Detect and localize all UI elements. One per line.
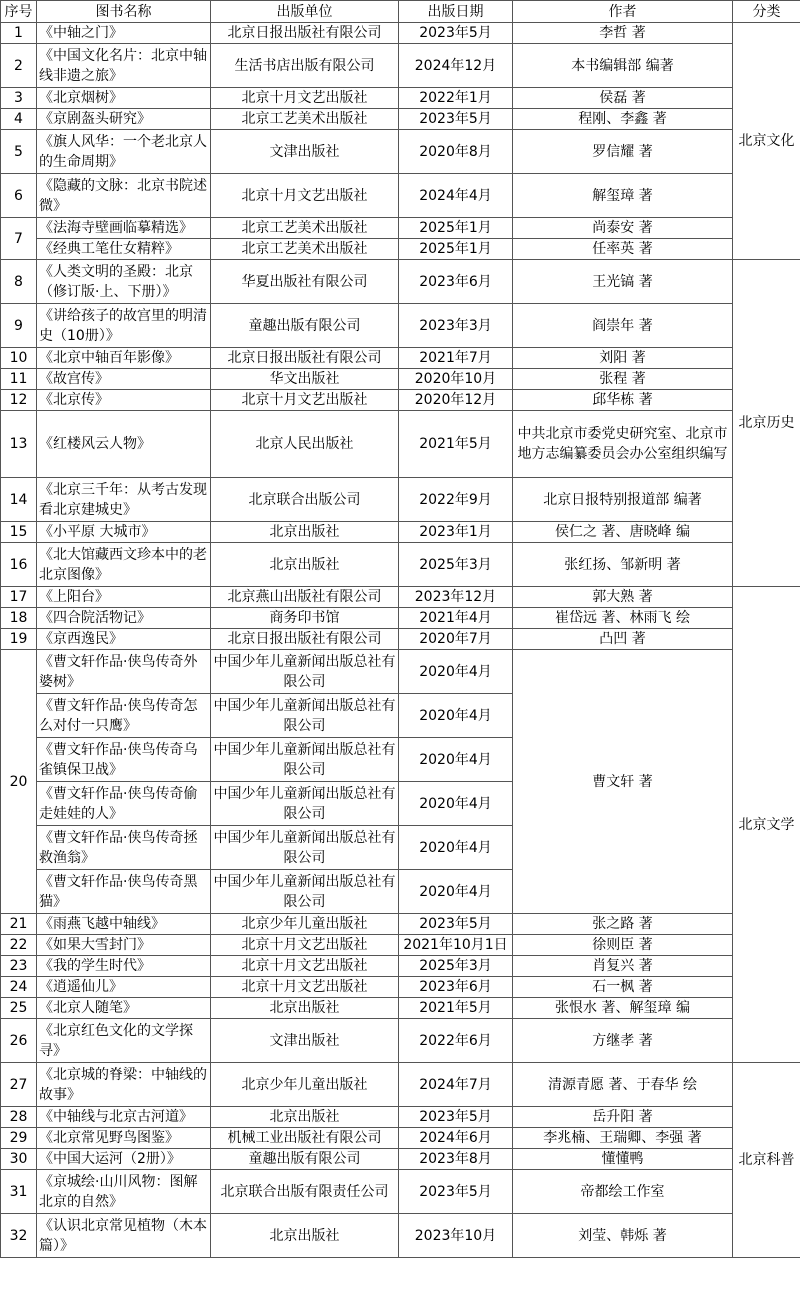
table-row: [1, 977, 800, 998]
author-cell: 张之路 著: [513, 914, 733, 935]
date-cell: 2021年5月: [399, 998, 513, 1019]
date-cell: 2020年4月: [399, 694, 513, 738]
author-cell: 王光镐 著: [513, 260, 733, 304]
table-row: [1, 629, 800, 650]
author-cell: 北京日报特别报道部 编著: [513, 478, 733, 522]
publisher-cell: 北京出版社: [211, 1214, 399, 1258]
row-number-cell: 11: [1, 369, 37, 390]
date-cell: 2023年5月: [399, 914, 513, 935]
row-number-cell: 20: [1, 650, 37, 914]
table-row: [1, 44, 800, 88]
row-number-cell: 31: [1, 1170, 37, 1214]
publisher-cell: 北京工艺美术出版社: [211, 218, 399, 239]
header-cell: 出版单位: [211, 1, 399, 23]
title-cell: 《曹文轩作品·侠鸟传奇外婆树》: [37, 650, 211, 694]
date-cell: 2023年5月: [399, 109, 513, 130]
row-number-cell: 5: [1, 130, 37, 174]
author-cell: 尚泰安 著: [513, 218, 733, 239]
publisher-cell: 北京日报出版社有限公司: [211, 23, 399, 44]
row-number-cell: 26: [1, 1019, 37, 1063]
table-row: [1, 23, 800, 44]
publisher-cell: 北京十月文艺出版社: [211, 390, 399, 411]
table-row: [1, 935, 800, 956]
author-cell: 方继孝 著: [513, 1019, 733, 1063]
publisher-cell: 生活书店出版有限公司: [211, 44, 399, 88]
date-cell: 2020年12月: [399, 390, 513, 411]
row-number-cell: 3: [1, 88, 37, 109]
table-body: [1, 23, 800, 1258]
date-cell: 2023年5月: [399, 1170, 513, 1214]
row-number-cell: 7: [1, 218, 37, 260]
title-cell: 《如果大雪封门》: [37, 935, 211, 956]
author-cell: 徐则臣 著: [513, 935, 733, 956]
publisher-cell: 北京联合出版公司: [211, 478, 399, 522]
table-row: [1, 608, 800, 629]
publisher-cell: 华夏出版社有限公司: [211, 260, 399, 304]
header-cell: 序号: [1, 1, 37, 23]
table-row: [1, 348, 800, 369]
author-cell: 中共北京市委党史研究室、北京市地方志编纂委员会办公室组织编写: [513, 411, 733, 478]
row-number-cell: 13: [1, 411, 37, 478]
title-cell: 《小平原 大城市》: [37, 522, 211, 543]
publisher-cell: 中国少年儿童新闻出版总社有限公司: [211, 694, 399, 738]
title-cell: 《北京烟树》: [37, 88, 211, 109]
table-row: [1, 304, 800, 348]
title-cell: 《中轴之门》: [37, 23, 211, 44]
author-cell: 肖复兴 著: [513, 956, 733, 977]
date-cell: 2020年4月: [399, 870, 513, 914]
title-cell: 《隐藏的文脉：北京书院述微》: [37, 174, 211, 218]
author-cell: 邱华栋 著: [513, 390, 733, 411]
table-row: [1, 587, 800, 608]
header-row: [1, 1, 800, 23]
publisher-cell: 童趣出版有限公司: [211, 304, 399, 348]
date-cell: 2020年4月: [399, 738, 513, 782]
table-row: [1, 109, 800, 130]
publisher-cell: 中国少年儿童新闻出版总社有限公司: [211, 870, 399, 914]
title-cell: 《经典工笔仕女精粹》: [37, 239, 211, 260]
date-cell: 2023年12月: [399, 587, 513, 608]
date-cell: 2020年10月: [399, 369, 513, 390]
date-cell: 2021年10月1日: [399, 935, 513, 956]
title-cell: 《京城绘·山川风物：图解北京的自然》: [37, 1170, 211, 1214]
header-cell: 图书名称: [37, 1, 211, 23]
date-cell: 2025年3月: [399, 543, 513, 587]
row-number-cell: 2: [1, 44, 37, 88]
author-cell: 李哲 著: [513, 23, 733, 44]
title-cell: 《北京传》: [37, 390, 211, 411]
author-cell: 郭大熟 著: [513, 587, 733, 608]
row-number-cell: 29: [1, 1128, 37, 1149]
row-number-cell: 6: [1, 174, 37, 218]
publisher-cell: 北京燕山出版社有限公司: [211, 587, 399, 608]
publisher-cell: 北京日报出版社有限公司: [211, 348, 399, 369]
table-row: [1, 411, 800, 478]
author-cell: 罗信耀 著: [513, 130, 733, 174]
date-cell: 2020年8月: [399, 130, 513, 174]
publisher-cell: 商务印书馆: [211, 608, 399, 629]
author-cell: 阎崇年 著: [513, 304, 733, 348]
publisher-cell: 北京出版社: [211, 522, 399, 543]
title-cell: 《我的学生时代》: [37, 956, 211, 977]
title-cell: 《法海寺壁画临摹精选》: [37, 218, 211, 239]
date-cell: 2021年7月: [399, 348, 513, 369]
title-cell: 《曹文轩作品·侠鸟传奇乌雀镇保卫战》: [37, 738, 211, 782]
table-row: [1, 1019, 800, 1063]
header-cell: 出版日期: [399, 1, 513, 23]
publisher-cell: 北京十月文艺出版社: [211, 174, 399, 218]
row-number-cell: 15: [1, 522, 37, 543]
publisher-cell: 北京日报出版社有限公司: [211, 629, 399, 650]
date-cell: 2023年6月: [399, 977, 513, 998]
row-number-cell: 1: [1, 23, 37, 44]
author-cell: 本书编辑部 编著: [513, 44, 733, 88]
row-number-cell: 12: [1, 390, 37, 411]
author-cell: 张程 著: [513, 369, 733, 390]
author-cell: 张恨水 著、解玺璋 编: [513, 998, 733, 1019]
table-row: [1, 1063, 800, 1107]
date-cell: 2022年9月: [399, 478, 513, 522]
title-cell: 《北京常见野鸟图鉴》: [37, 1128, 211, 1149]
date-cell: 2020年4月: [399, 826, 513, 870]
publisher-cell: 北京十月文艺出版社: [211, 977, 399, 998]
table-row: [1, 390, 800, 411]
date-cell: 2022年6月: [399, 1019, 513, 1063]
table-row: [1, 218, 800, 239]
date-cell: 2020年7月: [399, 629, 513, 650]
author-cell: 张红扬、邹新明 著: [513, 543, 733, 587]
author-cell: 懂懂鸭: [513, 1149, 733, 1170]
date-cell: 2023年5月: [399, 1107, 513, 1128]
publisher-cell: 华文出版社: [211, 369, 399, 390]
publisher-cell: 北京人民出版社: [211, 411, 399, 478]
publisher-cell: 机械工业出版社有限公司: [211, 1128, 399, 1149]
title-cell: 《京剧盔头研究》: [37, 109, 211, 130]
title-cell: 《曹文轩作品·侠鸟传奇偷走娃娃的人》: [37, 782, 211, 826]
table-row: [1, 88, 800, 109]
author-cell: 凸凹 著: [513, 629, 733, 650]
title-cell: 《北京三千年：从考古发现看北京建城史》: [37, 478, 211, 522]
author-cell: 清源青愿 著、于春华 绘: [513, 1063, 733, 1107]
publisher-cell: 北京少年儿童出版社: [211, 1063, 399, 1107]
title-cell: 《讲给孩子的故宫里的明清史（10册）》: [37, 304, 211, 348]
publisher-cell: 中国少年儿童新闻出版总社有限公司: [211, 738, 399, 782]
publisher-cell: 北京出版社: [211, 998, 399, 1019]
publisher-cell: 北京十月文艺出版社: [211, 88, 399, 109]
title-cell: 《中轴线与北京古河道》: [37, 1107, 211, 1128]
row-number-cell: 24: [1, 977, 37, 998]
date-cell: 2020年4月: [399, 650, 513, 694]
date-cell: 2021年5月: [399, 411, 513, 478]
category-cell: 北京文化: [733, 23, 800, 260]
row-number-cell: 22: [1, 935, 37, 956]
row-number-cell: 30: [1, 1149, 37, 1170]
author-cell: 任率英 著: [513, 239, 733, 260]
table-row: [1, 478, 800, 522]
date-cell: 2023年10月: [399, 1214, 513, 1258]
row-number-cell: 32: [1, 1214, 37, 1258]
row-number-cell: 19: [1, 629, 37, 650]
table-row: [1, 174, 800, 218]
title-cell: 《北京中轴百年影像》: [37, 348, 211, 369]
title-cell: 《四合院活物记》: [37, 608, 211, 629]
title-cell: 《北大馆藏西文珍本中的老北京图像》: [37, 543, 211, 587]
table-row: [1, 239, 800, 260]
title-cell: 《北京人随笔》: [37, 998, 211, 1019]
title-cell: 《中国文化名片：北京中轴线非遗之旅》: [37, 44, 211, 88]
table-row: [1, 1128, 800, 1149]
date-cell: 2025年3月: [399, 956, 513, 977]
publisher-cell: 北京联合出版有限责任公司: [211, 1170, 399, 1214]
date-cell: 2023年5月: [399, 23, 513, 44]
author-cell: 程刚、李鑫 著: [513, 109, 733, 130]
title-cell: 《曹文轩作品·侠鸟传奇黑猫》: [37, 870, 211, 914]
date-cell: 2023年6月: [399, 260, 513, 304]
row-number-cell: 28: [1, 1107, 37, 1128]
author-cell: 曹文轩 著: [513, 650, 733, 914]
row-number-cell: 25: [1, 998, 37, 1019]
author-cell: 李兆楠、王瑞卿、李强 著: [513, 1128, 733, 1149]
title-cell: 《京西逸民》: [37, 629, 211, 650]
date-cell: 2023年1月: [399, 522, 513, 543]
date-cell: 2023年3月: [399, 304, 513, 348]
publisher-cell: 北京出版社: [211, 543, 399, 587]
author-cell: 崔岱远 著、林雨飞 绘: [513, 608, 733, 629]
row-number-cell: 9: [1, 304, 37, 348]
table-row: [1, 369, 800, 390]
publisher-cell: 北京工艺美术出版社: [211, 109, 399, 130]
row-number-cell: 10: [1, 348, 37, 369]
author-cell: 侯仁之 著、唐晓峰 编: [513, 522, 733, 543]
publisher-cell: 北京十月文艺出版社: [211, 956, 399, 977]
table-row: [1, 914, 800, 935]
title-cell: 《认识北京常见植物（木本篇）》: [37, 1214, 211, 1258]
category-cell: 北京历史: [733, 260, 800, 587]
table-row: [1, 543, 800, 587]
row-number-cell: 23: [1, 956, 37, 977]
publisher-cell: 文津出版社: [211, 130, 399, 174]
category-cell: 北京科普: [733, 1063, 800, 1258]
title-cell: 《上阳台》: [37, 587, 211, 608]
author-cell: 岳升阳 著: [513, 1107, 733, 1128]
date-cell: 2022年1月: [399, 88, 513, 109]
publisher-cell: 北京工艺美术出版社: [211, 239, 399, 260]
header-cell: 分类: [733, 1, 800, 23]
publisher-cell: 北京出版社: [211, 1107, 399, 1128]
author-cell: 刘莹、韩烁 著: [513, 1214, 733, 1258]
table-row: [1, 522, 800, 543]
date-cell: 2023年8月: [399, 1149, 513, 1170]
author-cell: 帝都绘工作室: [513, 1170, 733, 1214]
publisher-cell: 中国少年儿童新闻出版总社有限公司: [211, 782, 399, 826]
table-row: [1, 1170, 800, 1214]
row-number-cell: 17: [1, 587, 37, 608]
publisher-cell: 北京十月文艺出版社: [211, 935, 399, 956]
table-row: [1, 260, 800, 304]
row-number-cell: 8: [1, 260, 37, 304]
table-row: [1, 1149, 800, 1170]
publisher-cell: 文津出版社: [211, 1019, 399, 1063]
table-row: [1, 956, 800, 977]
row-number-cell: 4: [1, 109, 37, 130]
date-cell: 2021年4月: [399, 608, 513, 629]
row-number-cell: 16: [1, 543, 37, 587]
title-cell: 《红楼风云人物》: [37, 411, 211, 478]
publisher-cell: 中国少年儿童新闻出版总社有限公司: [211, 826, 399, 870]
row-number-cell: 21: [1, 914, 37, 935]
publisher-cell: 北京少年儿童出版社: [211, 914, 399, 935]
category-cell: 北京文学: [733, 587, 800, 1063]
title-cell: 《北京红色文化的文学探寻》: [37, 1019, 211, 1063]
table-row: [1, 650, 800, 694]
row-number-cell: 14: [1, 478, 37, 522]
row-number-cell: 18: [1, 608, 37, 629]
publisher-cell: 童趣出版有限公司: [211, 1149, 399, 1170]
title-cell: 《曹文轩作品·侠鸟传奇拯救渔翁》: [37, 826, 211, 870]
date-cell: 2020年4月: [399, 782, 513, 826]
title-cell: 《人类文明的圣殿：北京（修订版·上、下册）》: [37, 260, 211, 304]
date-cell: 2025年1月: [399, 218, 513, 239]
author-cell: 刘阳 著: [513, 348, 733, 369]
date-cell: 2025年1月: [399, 239, 513, 260]
title-cell: 《逍遥仙儿》: [37, 977, 211, 998]
date-cell: 2024年6月: [399, 1128, 513, 1149]
author-cell: 石一枫 著: [513, 977, 733, 998]
date-cell: 2024年12月: [399, 44, 513, 88]
title-cell: 《雨燕飞越中轴线》: [37, 914, 211, 935]
title-cell: 《中国大运河（2册）》: [37, 1149, 211, 1170]
publisher-cell: 中国少年儿童新闻出版总社有限公司: [211, 650, 399, 694]
author-cell: 侯磊 著: [513, 88, 733, 109]
table-row: [1, 130, 800, 174]
date-cell: 2024年7月: [399, 1063, 513, 1107]
table-row: [1, 1107, 800, 1128]
title-cell: 《曹文轩作品·侠鸟传奇怎么对付一只鹰》: [37, 694, 211, 738]
row-number-cell: 27: [1, 1063, 37, 1107]
table-row: [1, 1214, 800, 1258]
title-cell: 《北京城的脊梁：中轴线的故事》: [37, 1063, 211, 1107]
table-row: [1, 998, 800, 1019]
author-cell: 解玺璋 著: [513, 174, 733, 218]
header-cell: 作者: [513, 1, 733, 23]
date-cell: 2024年4月: [399, 174, 513, 218]
title-cell: 《旗人风华：一个老北京人的生命周期》: [37, 130, 211, 174]
title-cell: 《故宫传》: [37, 369, 211, 390]
